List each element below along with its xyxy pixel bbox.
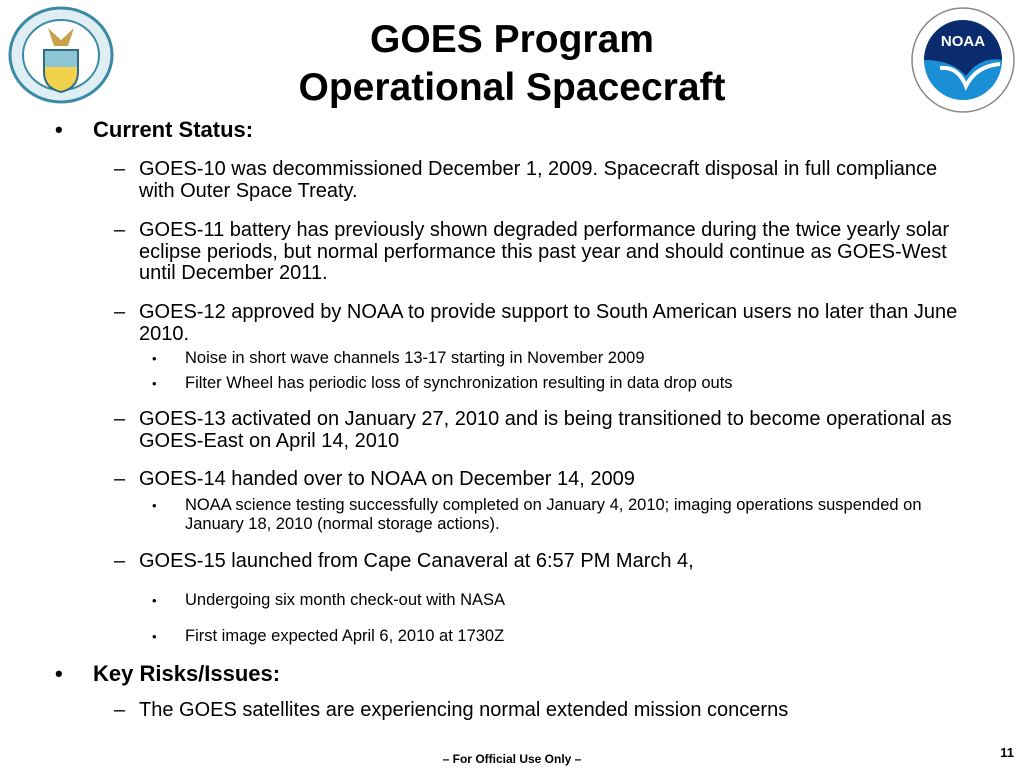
footer-classification: – For Official Use Only – [442, 752, 582, 766]
title-line-1: GOES Program [370, 18, 654, 61]
sub-item [152, 374, 952, 393]
sub-item-text: Undergoing six month check-out with NASA [185, 591, 506, 609]
svg-text:NOAA: NOAA [940, 33, 986, 50]
dash: – [114, 550, 126, 572]
bullet: • [55, 661, 63, 686]
sub-item-text: Noise in short wave channels 13-17 starting in November 2009 [185, 349, 645, 367]
list-item [114, 220, 974, 285]
sub-item [152, 349, 952, 368]
list-item [114, 409, 974, 452]
list-item [114, 700, 974, 722]
bullet: • [152, 629, 157, 644]
item-text: The GOES satellites are experiencing normal extended mission concerns [139, 699, 789, 721]
dash: – [114, 699, 126, 721]
title-line-2: Operational Spacecraft [298, 66, 726, 109]
item-text: GOES-13 activated on January 27, 2010 and is being transitioned to become operational as GOES-East on April 14, 2010 [139, 408, 952, 452]
list-item [114, 159, 974, 202]
sub-item-text: First image expected April 6, 2010 at 1730Z [185, 627, 505, 645]
dash: – [114, 408, 126, 430]
dash: – [114, 219, 126, 241]
item-text: GOES-15 launched from Cape Canaveral at 6:57 PM March 4, [139, 550, 694, 572]
item-text: GOES-11 battery has previously shown degraded performance during the twice yearly solar eclipse periods, but normal performance this past year and should continue as GOES-West until December 2011. [139, 219, 950, 284]
section-heading: Key Risks/Issues: [93, 661, 281, 686]
sub-item [152, 627, 952, 646]
page-number: 11 [1000, 745, 1014, 760]
sub-item-text: NOAA science testing successfully completed on January 4, 2010; imaging operations suspended on January 18, 2010 (normal storage actions). [185, 496, 922, 533]
item-text: GOES-14 handed over to NOAA on December 14, 2009 [139, 468, 635, 490]
sub-item-text: Filter Wheel has periodic loss of synchronization resulting in data drop outs [185, 374, 733, 392]
sub-item [152, 496, 952, 534]
list-item [114, 302, 974, 345]
bullet: • [152, 351, 157, 366]
bullet: • [55, 117, 63, 142]
sub-item [152, 591, 952, 610]
dash: – [114, 468, 126, 490]
item-text: GOES-12 approved by NOAA to provide support to South American users no later than June 2010. [139, 301, 958, 345]
bullet: • [152, 593, 157, 608]
item-text: GOES-10 was decommissioned December 1, 2009. Spacecraft disposal in full compliance with Outer Space Treaty. [139, 158, 938, 202]
list-item [114, 551, 974, 573]
dash: – [114, 158, 126, 180]
bullet: • [152, 498, 157, 513]
list-item [114, 469, 974, 491]
dash: – [114, 301, 126, 323]
bullet: • [152, 376, 157, 391]
section-heading: Current Status: [93, 117, 254, 142]
